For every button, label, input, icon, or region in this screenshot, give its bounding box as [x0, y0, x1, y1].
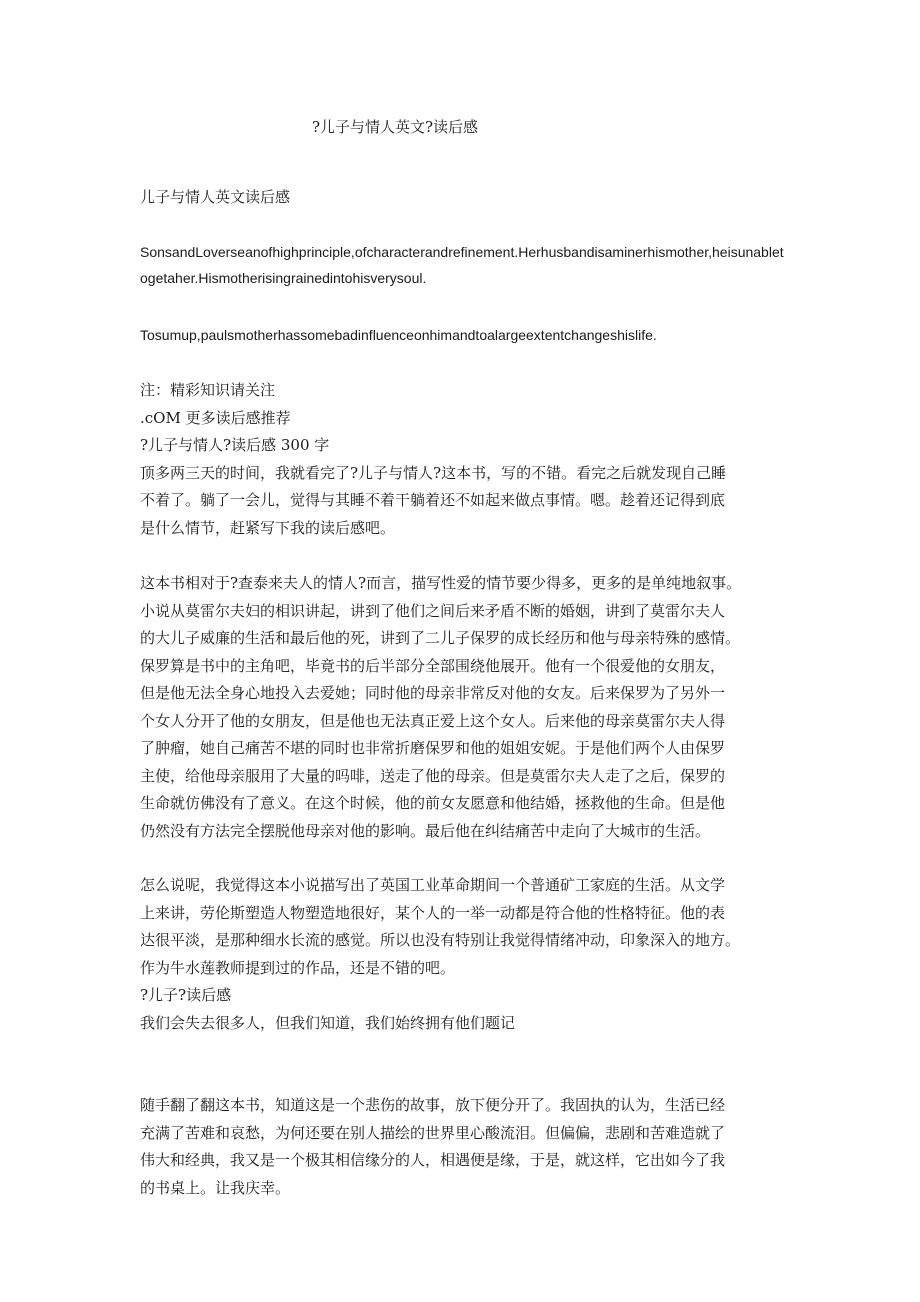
section-heading: ?儿子?读后感 [140, 986, 232, 1004]
text-line: 的书桌上。让我庆幸。 [140, 1178, 291, 1197]
document-title: ?儿子与情人英文?读后感 [311, 118, 479, 136]
text-line: 这本书相对于?查泰来夫人的情人?而言，描写性爱的情节要少得多，更多的是单纯地叙事。 [140, 574, 742, 592]
text-line: 了肿瘤，她自己痛苦不堪的同时也非常折磨保罗和他的姐姐安妮。于是他们两个人由保罗 [140, 739, 726, 757]
body-paragraph-4 [140, 1092, 790, 1202]
text-line: 随手翻了翻这本书，知道这是一个悲伤的故事，放下便分开了。我固执的认为，生活已经 [140, 1096, 726, 1114]
text-line: 顶多两三天的时间，我就看完了?儿子与情人?这本书，写的不错。看完之后就发现自己睡 [140, 463, 727, 482]
text-line: 我们会失去很多人，但我们知道，我们始终拥有他们题记 [140, 1013, 516, 1032]
text-line: 仍然没有方法完全摆脱他母亲对他的影响。最后他在纠结痛苦中走向了大城市的生活。 [140, 821, 711, 840]
text-line: 生命就仿佛没有了意义。在这个时候，他的前女友愿意和他结婚，拯救他的生命。但是他 [140, 794, 726, 812]
body-paragraph-3 [140, 872, 790, 1037]
text-line: 但是他无法全身心地投入去爱她；同时他的母亲非常反对他的女友。后来保罗为了另外一 [140, 684, 726, 702]
text-line: 怎么说呢，我觉得这本小说描写出了英国工业革命期间一个普通矿工家庭的生活。从文学 [140, 876, 726, 894]
text-line: 是什么情节，赶紧写下我的读后感吧。 [140, 518, 396, 537]
note-line: ?儿子与情人?读后感 300 字 [140, 436, 330, 454]
note-line: .cOM 更多读后感推荐 [140, 408, 291, 427]
notes-block [140, 377, 790, 542]
text-line: 充满了苦难和哀愁，为何还要在别人描绘的世界里心酸流泪。但偏偏，悲剧和苦难造就了 [140, 1123, 726, 1142]
text-line: 个女人分开了他的女朋友，但是他也无法真正爱上这个女人。后来他的母亲莫雷尔夫人得 [140, 711, 726, 730]
text-line: 上来讲，劳伦斯塑造人物塑造地很好，某个人的一举一动都是符合他的性格特征。他的表 [140, 903, 726, 922]
document-subtitle: 儿子与情人英文读后感 [140, 188, 291, 206]
text-line: 保罗算是书中的主角吧，毕竟书的后半部分全部围绕他展开。他有一个很爱他的女朋友， [140, 656, 726, 675]
text-line: 的大儿子威廉的生活和最后他的死，讲到了二儿子保罗的成长经历和他与母亲特殊的感情。 [140, 629, 741, 647]
text-line: 不着了。躺了一会儿，觉得与其睡不着干躺着还不如起来做点事情。嗯。趁着还记得到底 [140, 491, 726, 509]
text-line: 主使，给他母亲服用了大量的吗啡，送走了他的母亲。但是莫雷尔夫人走了之后，保罗的 [140, 766, 726, 785]
text-line: 小说从莫雷尔夫妇的相识讲起，讲到了他们之间后来矛盾不断的婚姻，讲到了莫雷尔夫人 [140, 601, 726, 620]
english-paragraph-2: Tosumup,paulsmotherhassomebadinfluenceonhimandtoalargeextentchangeshislife. [140, 327, 657, 343]
text-line: 伟大和经典，我又是一个极其相信缘分的人，相遇便是缘，于是，就这样，它出如今了我 [140, 1151, 726, 1169]
note-line: 注：精彩知识请关注 [140, 381, 276, 399]
text-line: 达很平淡，是那种细水长流的感觉。所以也没有特别让我觉得情绪冲动，印象深入的地方。 [140, 931, 741, 949]
body-paragraph-2 [140, 570, 790, 845]
english-paragraph-1: SonsandLoverseanofhighprinciple,ofcharacterandrefinement.Herhusbandisaminerhismother,heisunabletogetaher.Hismotherisingrainedintohisverysoul. [140, 244, 784, 286]
text-line: 作为牛水莲教师提到过的作品，还是不错的吧。 [140, 958, 456, 977]
